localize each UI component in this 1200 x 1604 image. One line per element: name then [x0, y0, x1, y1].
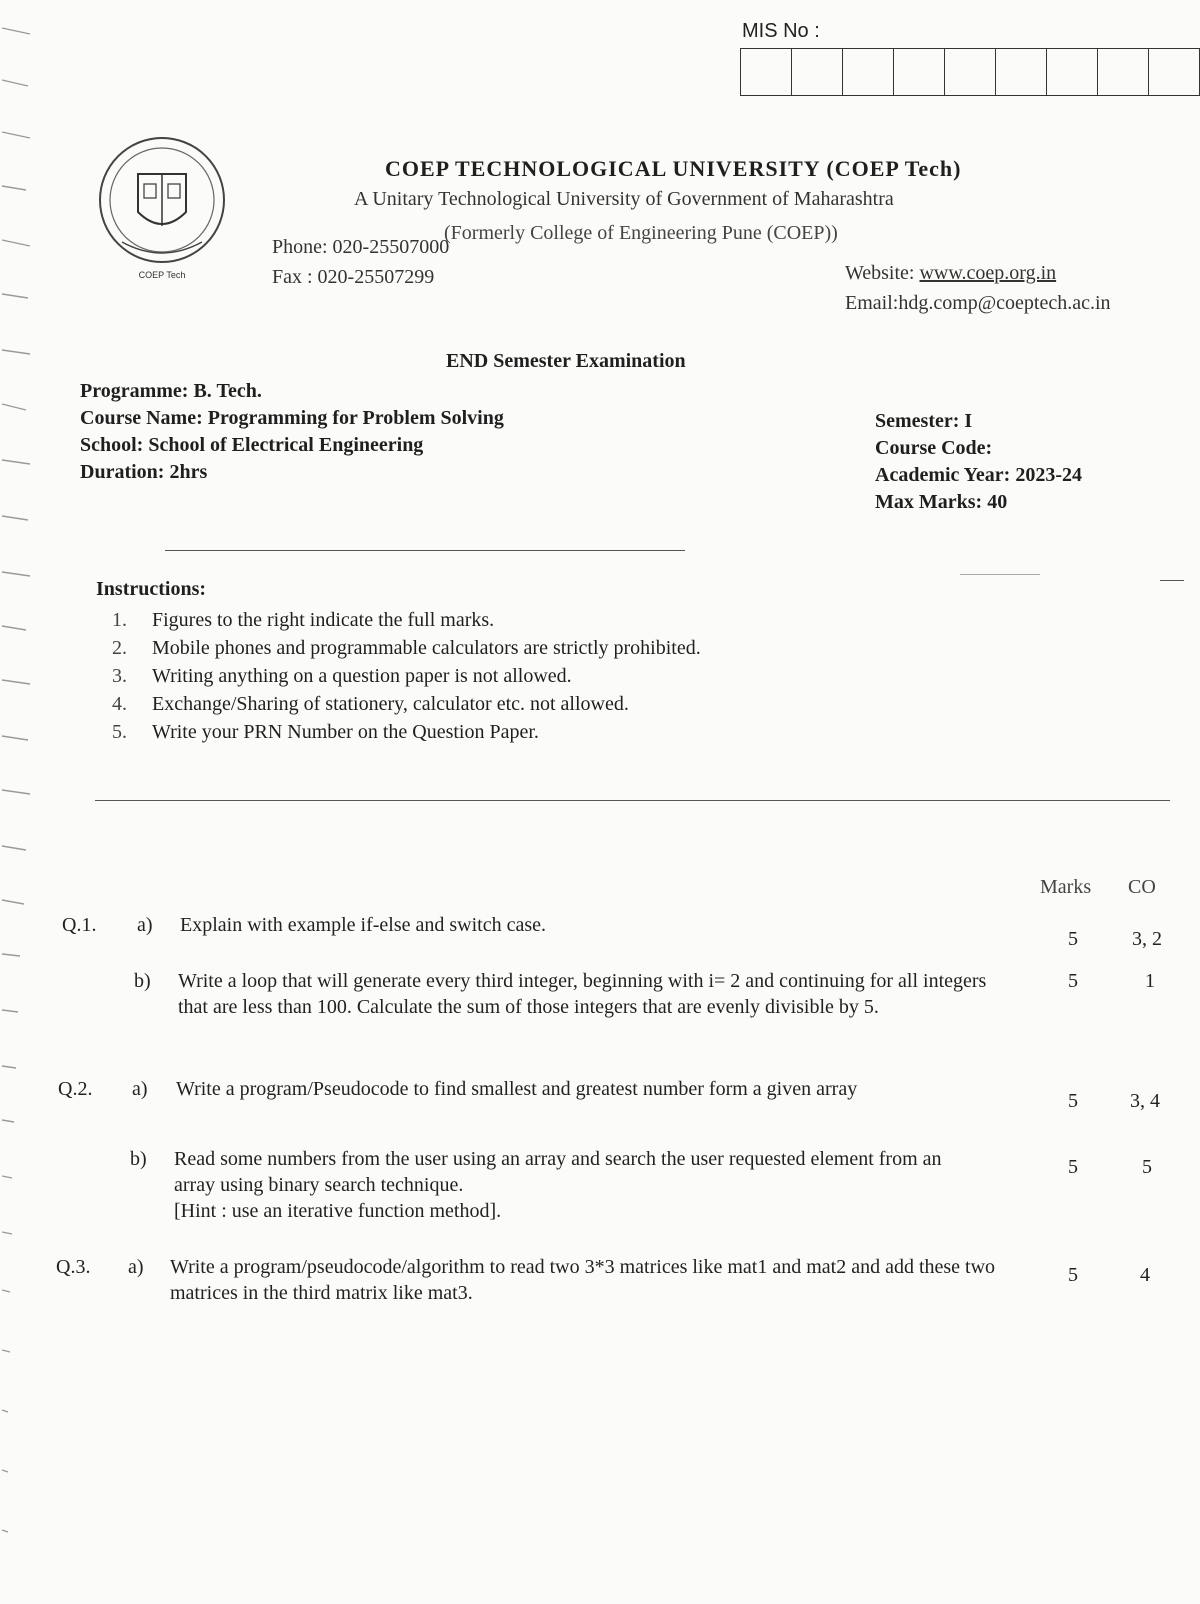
question-marks: 5 [1068, 928, 1078, 950]
question-co: 3, 2 [1132, 928, 1162, 950]
list-item: 1. Figures to the right indicate the full marks. [112, 609, 495, 631]
instructions-list [112, 606, 701, 746]
list-item: 4. Exchange/Sharing of stationery, calculator etc. not allowed. [112, 693, 629, 715]
mis-box[interactable] [945, 49, 996, 95]
divider [165, 550, 685, 551]
divider [1160, 580, 1184, 581]
question-marks: 5 [1068, 1264, 1078, 1286]
max-marks: Max Marks: 40 [875, 491, 1008, 513]
mis-box[interactable] [894, 49, 945, 95]
question-text: Explain with example if-else and switch case. [180, 914, 546, 936]
co-column-header: CO [1128, 876, 1156, 898]
mis-box[interactable] [1149, 49, 1199, 95]
question-number: Q.1. [62, 914, 97, 936]
question-part: b) [134, 970, 151, 992]
question-row [0, 1254, 1200, 1314]
question-text: Read some numbers from the user using an array and search the user requested element from an array using binary search technique. [Hint : use an iterative function method]. [174, 1148, 942, 1222]
question-row [0, 912, 1200, 952]
university-subtitle: A Unitary Technological University of Government of Maharashtra [354, 188, 894, 210]
scan-edge-marks [0, 0, 40, 1604]
question-part: a) [137, 914, 153, 936]
mis-box[interactable] [741, 49, 792, 95]
mis-box[interactable] [843, 49, 894, 95]
semester: Semester: I [875, 410, 973, 432]
website [845, 262, 1056, 285]
exam-meta-left [80, 378, 504, 486]
question-text: Write a program/Pseudocode to find smallest and greatest number form a given array [176, 1078, 858, 1100]
question-number: Q.2. [58, 1078, 93, 1100]
university-logo-icon [92, 126, 232, 286]
logo-caption: COEP Tech [138, 270, 186, 280]
mis-box[interactable] [1047, 49, 1098, 95]
list-item: 2. Mobile phones and programmable calculators are strictly prohibited. [112, 637, 701, 659]
question-co: 5 [1142, 1156, 1152, 1178]
question-row [0, 1146, 1200, 1236]
duration: Duration: 2hrs [80, 461, 208, 483]
question-row [0, 1076, 1200, 1116]
divider [960, 574, 1040, 575]
mis-box[interactable] [1098, 49, 1149, 95]
academic-year: Academic Year: 2023-24 [875, 464, 1082, 486]
question-part: a) [128, 1256, 144, 1278]
question-part: b) [130, 1148, 147, 1170]
divider [95, 800, 1170, 801]
list-item: 3. Writing anything on a question paper is not allowed. [112, 665, 572, 687]
question-co: 1 [1145, 970, 1155, 992]
website-label: Website: [845, 262, 920, 284]
fax-number: Fax : 020-25507299 [272, 266, 435, 288]
marks-column-header: Marks [1040, 876, 1092, 898]
university-formerly: (Formerly College of Engineering Pune (COEP)) [444, 222, 838, 244]
exam-meta-right [875, 408, 1082, 516]
course-name: Course Name: Programming for Problem Solving [80, 407, 504, 429]
mis-number-boxes[interactable] [740, 48, 1200, 96]
course-code: Course Code: [875, 437, 993, 459]
exam-title: END Semester Examination [446, 350, 686, 372]
question-part: a) [132, 1078, 148, 1100]
instructions-heading: Instructions: [96, 578, 207, 600]
question-number: Q.3. [56, 1256, 91, 1278]
question-marks: 5 [1068, 1090, 1078, 1112]
question-row [0, 968, 1200, 1048]
website-link[interactable]: www.coep.org.in [919, 262, 1057, 284]
university-name: COEP TECHNOLOGICAL UNIVERSITY (COEP Tech) [385, 156, 962, 181]
question-text: Write a loop that will generate every third integer, beginning with i= 2 and continuing for all integers that are less than 100. Calculate the sum of those integers that are evenly divisible by 5. [178, 970, 987, 1018]
programme: Programme: B. Tech. [80, 380, 262, 402]
mis-label: MIS No : [742, 20, 820, 42]
list-item: 5. Write your PRN Number on the Question Paper. [112, 721, 539, 743]
question-marks: 5 [1068, 970, 1078, 992]
school: School: School of Electrical Engineering [80, 434, 424, 456]
question-hint: [Hint : use an iterative function method]. [174, 1200, 502, 1222]
question-text: Write a program/pseudocode/algorithm to read two 3*3 matrices like mat1 and mat2 and add these two matrices in the third matrix like mat3. [170, 1256, 996, 1304]
email-address[interactable]: Email:hdg.comp@coeptech.ac.in [845, 292, 1111, 314]
question-co: 3, 4 [1130, 1090, 1160, 1112]
phone-number: Phone: 020-25507000 [272, 236, 450, 258]
mis-box[interactable] [792, 49, 843, 95]
question-marks: 5 [1068, 1156, 1078, 1178]
question-co: 4 [1140, 1264, 1150, 1286]
mis-box[interactable] [996, 49, 1047, 95]
